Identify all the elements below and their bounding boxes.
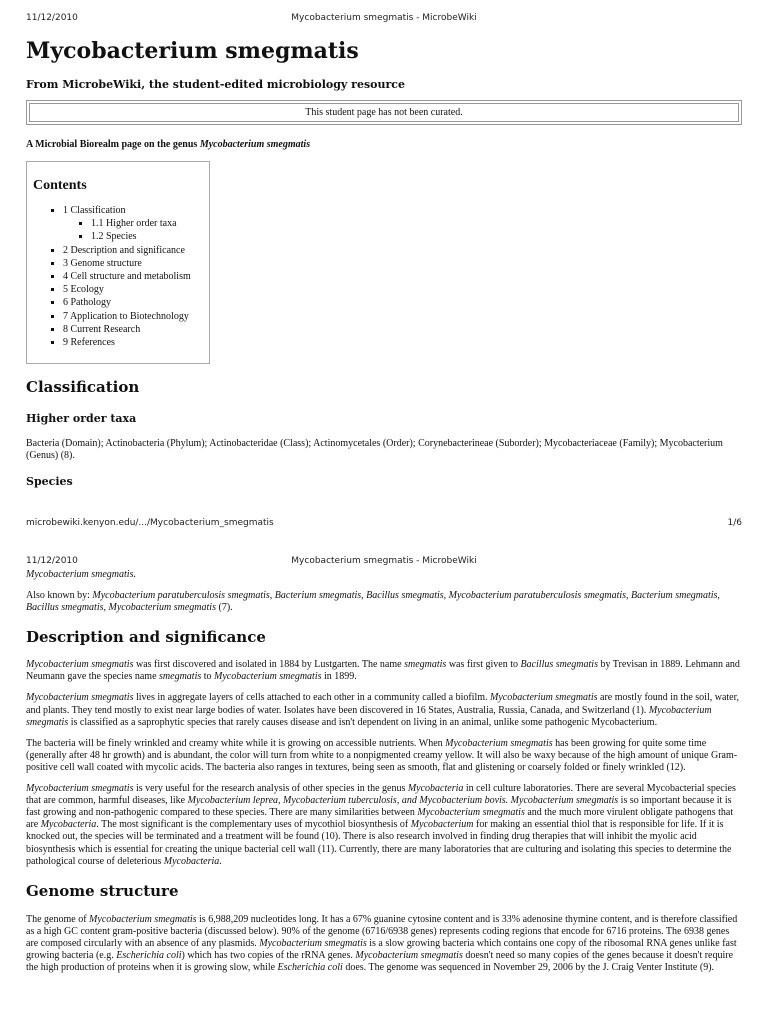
- biorealm-prefix: A Microbial Biorealm page on the genus: [26, 139, 200, 150]
- description-heading: Description and significance: [26, 628, 266, 647]
- description-paragraph: [26, 783, 742, 868]
- toc-item[interactable]: [63, 283, 209, 296]
- text-run: in 1899.: [321, 671, 357, 683]
- text-run: by Trevisan in 1889. Lehmann and Neumann gave the species name: [26, 659, 740, 683]
- genome-paragraph: [26, 914, 742, 974]
- italic-term: Mycobacterium smegmatis: [355, 949, 463, 961]
- page-subtitle: From MicrobeWiki, the student-edited microbiology resource: [26, 78, 405, 91]
- italic-term: smegmatis: [159, 671, 202, 683]
- print-date-2: 11/12/2010: [26, 556, 78, 566]
- text-run: ) which has two copies of the rRNA genes.: [181, 949, 356, 961]
- toc-sublist: [63, 217, 209, 243]
- text-run: .: [219, 855, 222, 867]
- toc-item[interactable]: [63, 204, 209, 244]
- toc-link[interactable]: 3 Genome structure: [63, 257, 142, 269]
- italic-term: Mycobacterium smegmatis: [214, 671, 322, 683]
- text-run: and the much more virulent obligate pathogens that are: [26, 807, 734, 831]
- text-run: The genome of: [26, 913, 90, 925]
- toc-link[interactable]: 6 Pathology: [63, 297, 112, 309]
- classification-heading: Classification: [26, 378, 140, 397]
- print-title-2: Mycobacterium smegmatis - MicrobeWiki: [291, 556, 477, 566]
- italic-term: Mycobacterium smegmatis: [417, 807, 525, 819]
- aka-paragraph: [26, 590, 742, 614]
- page-one: [26, 38, 742, 488]
- page-title: Mycobacterium smegmatis: [26, 38, 359, 64]
- toc-subitem[interactable]: ▪ 1.1 Higher order taxa: [91, 217, 209, 230]
- text-run: was first given to: [446, 659, 521, 671]
- text-run: is so important because it is fast growing and non-pathogenic compared to these species. There are many similarities between: [26, 795, 732, 819]
- text-run: are mostly found in the soil, water, and plants. They tend mostly to exist near large bodies of water. Isolates have been discovered in 16 States, Australia, Russia, Canada, and Switzerland (1).: [26, 692, 740, 716]
- toc-link[interactable]: 2 Description and significance: [63, 244, 185, 256]
- italic-term: Escherichia coli: [277, 962, 343, 974]
- print-page-number: 1/6: [727, 518, 742, 528]
- toc-item[interactable]: [63, 270, 209, 283]
- print-date: 11/12/2010: [26, 13, 78, 23]
- italic-term: Mycobacteria: [40, 819, 97, 831]
- higher-taxa-text: Bacteria (Domain); Actinobacteria (Phylum); Actinobacteridae (Class); Actinomycetales (Order); Corynebacterineae (Suborder); Mycobacteriaceae (Family); Mycobacterium (Genus) (8).: [26, 438, 723, 462]
- print-title: Mycobacterium smegmatis - MicrobeWiki: [291, 13, 477, 23]
- text-run: is very useful for the research analysis of other species in the genus: [133, 783, 408, 795]
- text-run: Also known by:: [26, 590, 93, 602]
- toc-item[interactable]: [63, 257, 209, 270]
- toc-link[interactable]: 5 Ecology: [63, 284, 104, 296]
- page-two: [26, 569, 742, 974]
- toc-item[interactable]: [63, 323, 209, 336]
- text-run: has been growing for quite some time (generally after 48 hr growth) and is abundant, the color will turn from white to a nonpigmented creamy yellow. It will also be waxy because of the high amount of unique Gram-positive cell wall coated with mycolic acids. The bacteria also ranges in textures, being seen as smooth, flat and glistening or coarsely folded or finely wrinkled (12).: [26, 737, 738, 773]
- italic-term: Mycobacterium paratuberculosis smegmatis, Bacterium smegmatis, Bacillus smegmatis, Mycobacterium paratuberculosis smegmatis, Bacterium smegmatis, Bacillus smegmatis, Mycobacterium smegmatis: [26, 590, 720, 614]
- description-paragraph: [26, 659, 742, 683]
- italic-term: Mycobacteria: [407, 783, 464, 795]
- italic-term: Mycobacterium smegmatis: [445, 737, 553, 749]
- print-header: [26, 13, 742, 27]
- italic-term: Escherichia coli: [116, 949, 182, 961]
- italic-term: Mycobacteria: [163, 855, 220, 867]
- italic-term: Mycobacterium smegmatis: [26, 783, 134, 795]
- toc-link[interactable]: 8 Current Research: [63, 323, 141, 335]
- species-heading: Species: [26, 475, 73, 489]
- italic-term: Bacillus smegmatis: [520, 659, 598, 671]
- toc-link[interactable]: 9 References: [63, 337, 115, 349]
- description-paragraph: [26, 738, 742, 774]
- toc-title: Contents: [33, 178, 87, 193]
- italic-term: Mycobacterium smegmatis: [490, 692, 598, 704]
- print-footer: [26, 518, 742, 532]
- toc-subitem[interactable]: ▪ 1.2 Species: [91, 230, 209, 243]
- text-run: lives in aggregate layers of cells attached to each other in a community called a biofilm.: [133, 692, 491, 704]
- biorealm-genus: Mycobacterium smegmatis: [199, 139, 311, 150]
- text-run: The bacteria will be finely wrinkled and creamy white while it is growing on accessible nutrients. When: [26, 737, 446, 749]
- italic-term: Mycobacterium leprea, Mycobacterium tuberculosis, and Mycobacterium bovis. Mycobacterium smegmatis: [187, 795, 619, 807]
- italic-term: Mycobacterium smegmatis: [89, 913, 197, 925]
- higher-taxa-heading: Higher order taxa: [26, 412, 137, 426]
- toc-item[interactable]: [63, 310, 209, 323]
- text-run: (7).: [215, 602, 233, 614]
- text-run: does. The genome was sequenced in November 29, 2006 by the J. Craig Venter Institute (9).: [342, 962, 715, 974]
- text-run: in cell culture laboratories. There are several Mycobacterial species that are common, harmful diseases, like: [26, 783, 736, 807]
- text-run: is classified as a saprophytic species that rarely causes disease and isn't dependent on living in an animal, unlike some pathogenic Mycobacterium.: [68, 716, 658, 728]
- toc-item[interactable]: [63, 244, 209, 257]
- toc-link[interactable]: 1 Classification: [63, 205, 126, 216]
- toc-list: [33, 204, 209, 349]
- print-url: microbewiki.kenyon.edu/.../Mycobacterium_smegmatis: [26, 518, 274, 528]
- italic-term: smegmatis: [404, 659, 447, 671]
- table-of-contents: [26, 161, 210, 364]
- toc-link[interactable]: 7 Application to Biotechnology: [63, 310, 189, 322]
- italic-term: Mycobacterium smegmatis: [26, 659, 134, 671]
- toc-item[interactable]: [63, 336, 209, 349]
- biorealm-line: [26, 139, 742, 150]
- description-paragraph: [26, 692, 742, 728]
- toc-item[interactable]: [63, 296, 209, 309]
- text-run: doesn't need so many copies of the genes because it doesn't require the high production of proteins when it is growing slow, while: [26, 949, 734, 974]
- print-header-2: [26, 556, 742, 570]
- text-run: is a slow growing bacteria which contains one copy of the ribosomal RNA genes unlike fast growing bacteria (e.g.: [26, 937, 737, 961]
- curation-notice-text: This student page has not been curated.: [29, 103, 739, 122]
- italic-term: Mycobacterium: [410, 819, 474, 831]
- text-run: to: [201, 671, 215, 683]
- toc-link[interactable]: 4 Cell structure and metabolism: [63, 271, 191, 283]
- text-run: is 6,988,209 nucleotides long. It has a 67% guanine cytosine content and is 33% adenosine thymine content, and is therefore classified as a high GC content gram-positive bacteria (discussed below). 90% of the genome (6716/6938 genes) represents coding regions that encode for 6716 proteins. The 6938 genes are composed circularly with an absence of any plasmids.: [26, 913, 738, 949]
- text-run: was first discovered and isolated in 1884 by Lustgarten. The name: [133, 659, 405, 671]
- italic-term: Mycobacterium smegmatis: [259, 937, 367, 949]
- text-run: for making an essential thiol that is responsible for life. If it is knocked out, the species will be terminated and a treatment will be found (10). There is also research involved in finding drug therapies that will inhibit the myolic acid biosynthesis which is essential for creating the unique bacterial cell wall (11). Currently, there are many laboratories that are culturing and isolating this species to determine the pathological course of deleterious: [26, 819, 732, 867]
- genome-heading: Genome structure: [26, 881, 179, 900]
- italic-term: Mycobacterium smegmatis: [26, 704, 712, 728]
- curation-notice: [26, 100, 742, 125]
- text-run: . The most significant is the complementary uses of mycothiol biosynthesis of: [96, 819, 411, 831]
- species-name: Mycobacterium smegmatis.: [26, 569, 136, 580]
- italic-term: Mycobacterium smegmatis: [26, 692, 134, 704]
